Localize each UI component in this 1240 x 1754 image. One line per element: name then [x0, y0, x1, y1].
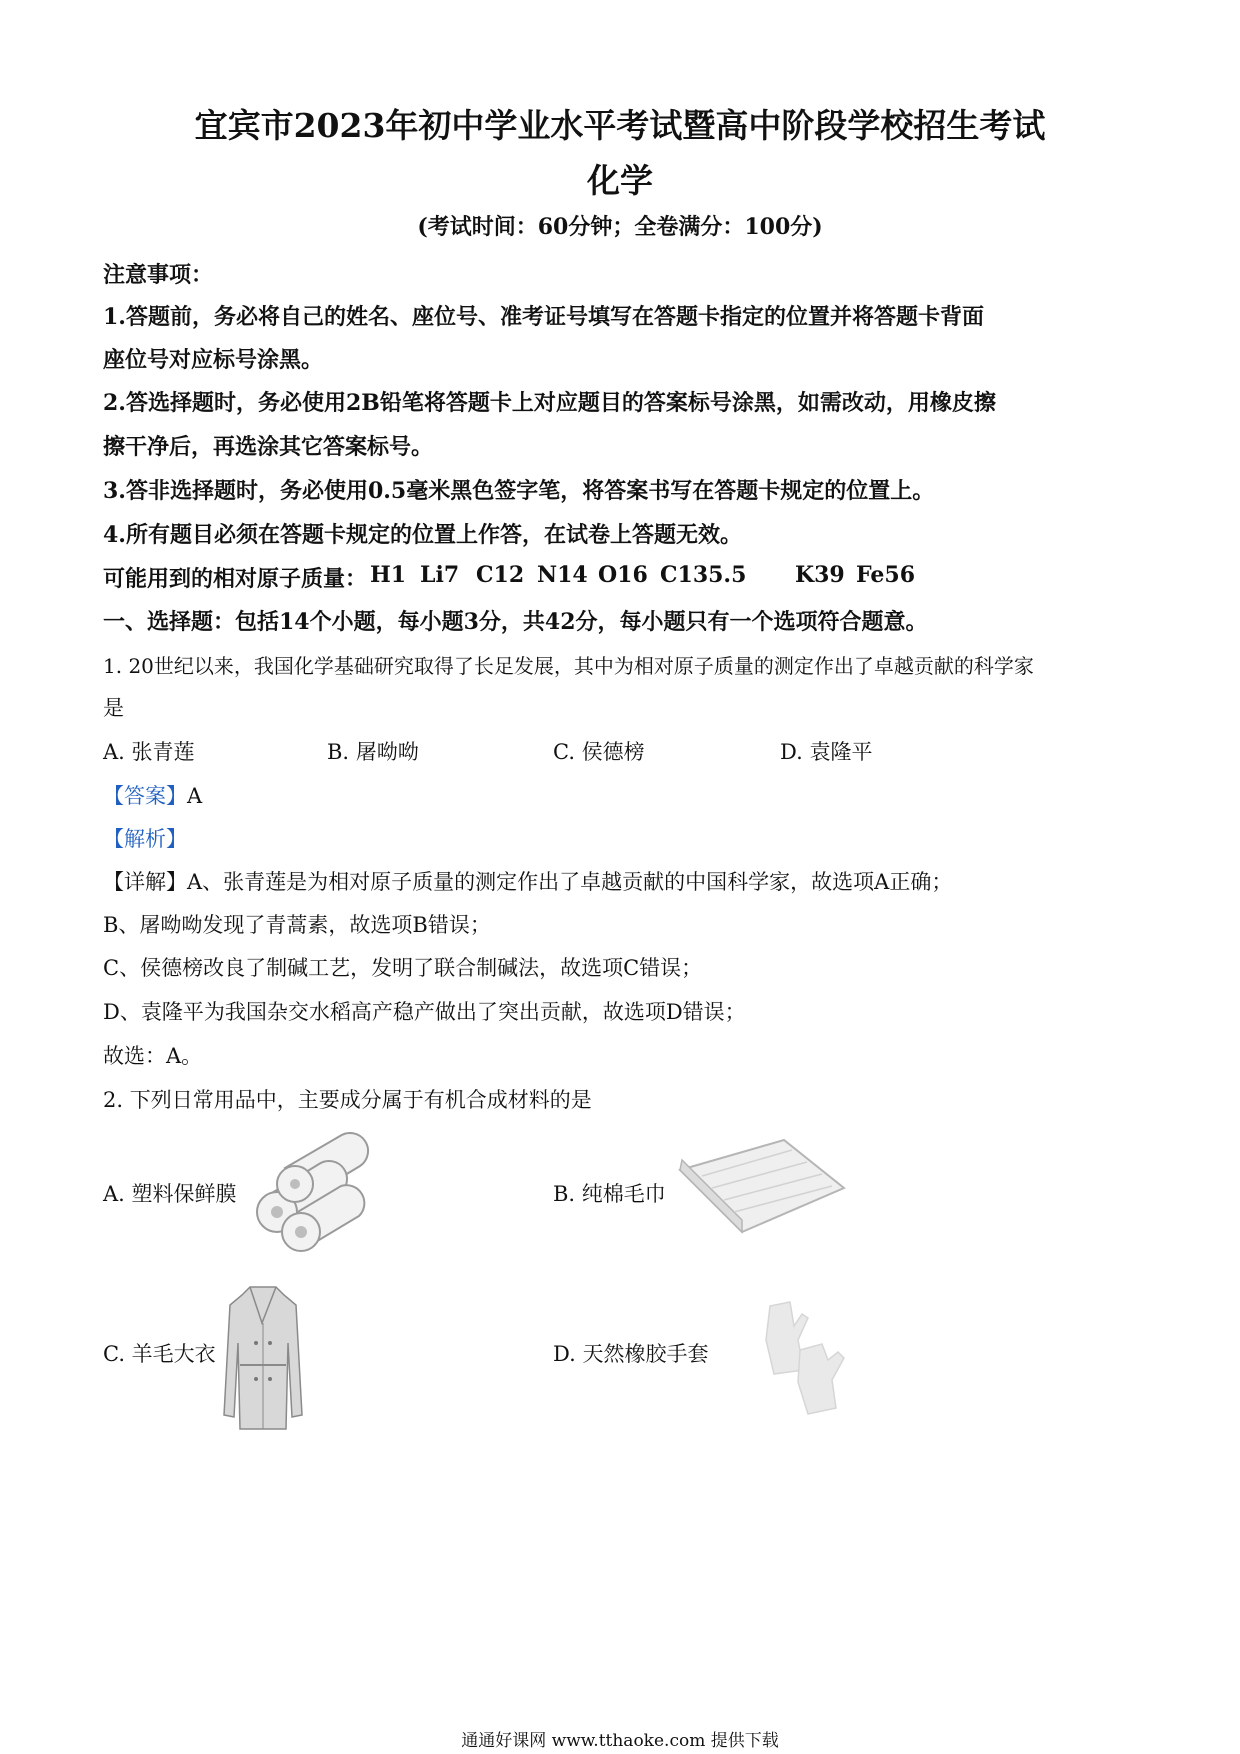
atomic-mass: K39: [795, 562, 845, 588]
detail-line: 故选：A。: [103, 1044, 203, 1068]
detail-tag: 【详解】: [103, 870, 187, 894]
question-stem: 1. 20世纪以来，我国化学基础研究取得了长足发展，其中为相对原子质量的测定作出了卓越贡献的科学家: [103, 654, 1034, 678]
exam-info: (考试时间：60分钟；全卷满分：100分): [417, 214, 823, 240]
atomic-mass: C135.5: [660, 562, 747, 588]
detail-line: D、袁隆平为我国杂交水稻高产稳产做出了突出贡献，故选项D错误；: [103, 1000, 746, 1024]
notes-item: 3.答非选择题时，务必使用0.5毫米黑色签字笔，将答案书写在答题卡规定的位置上。: [103, 478, 935, 504]
subject-title: 化学: [587, 161, 653, 200]
notes-item: 座位号对应标号涂黑。: [103, 347, 324, 373]
rubber-gloves-image: [752, 1300, 847, 1418]
atomic-mass-label: 可能用到的相对原子质量：: [103, 566, 368, 592]
atomic-mass: N14: [537, 562, 588, 588]
section-heading: 一、选择题：包括14个小题，每小题3分，共42分，每小题只有一个选项符合题意。: [103, 609, 928, 635]
option-c: C. 侯德榜: [553, 740, 645, 764]
notes-item: 1.答题前，务必将自己的姓名、座位号、准考证号填写在答题卡指定的位置并将答题卡背面: [103, 304, 984, 330]
cotton-towel-image: [672, 1136, 850, 1236]
detail-line: B、屠呦呦发现了青蒿素，故选项B错误；: [103, 913, 491, 937]
option-c: C. 羊毛大衣: [103, 1342, 216, 1366]
question-stem: 是: [103, 696, 124, 720]
atomic-mass: Li7: [420, 562, 460, 588]
option-d: D. 袁隆平: [780, 740, 873, 764]
detail-line: C、侯德榜改良了制碱工艺，发明了联合制碱法，故选项C错误；: [103, 956, 703, 980]
analysis-tag: 【解析】: [103, 827, 187, 851]
footer-text: 通通好课网 www.tthaoke.com 提供下载: [461, 1731, 779, 1751]
question-stem: 2. 下列日常用品中，主要成分属于有机合成材料的是: [103, 1088, 592, 1112]
answer-tag: 【答案】: [103, 784, 187, 808]
notes-heading: 注意事项：: [103, 262, 214, 288]
answer-value: A: [187, 784, 203, 808]
atomic-mass: C12: [476, 562, 525, 588]
option-d: D. 天然橡胶手套: [553, 1342, 709, 1366]
wool-coat-image: [222, 1283, 304, 1433]
atomic-mass: H1: [370, 562, 407, 588]
option-b: B. 屠呦呦: [327, 740, 419, 764]
option-a: A. 张青莲: [103, 740, 195, 764]
plastic-wrap-image: [245, 1128, 370, 1253]
detail-line: A、张青莲是为相对原子质量的测定作出了卓越贡献的中国科学家，故选项A正确；: [187, 870, 953, 894]
option-a: A. 塑料保鲜膜: [103, 1182, 237, 1206]
notes-item: 4.所有题目必须在答题卡规定的位置上作答，在试卷上答题无效。: [103, 522, 742, 548]
exam-title: 宜宾市2023年初中学业水平考试暨高中阶段学校招生考试: [194, 106, 1046, 145]
atomic-mass: Fe56: [856, 562, 916, 588]
atomic-mass: O16: [598, 562, 648, 588]
notes-item: 2.答选择题时，务必使用2B铅笔将答题卡上对应题目的答案标号涂黑，如需改动，用橡皮擦: [103, 390, 996, 416]
notes-item: 擦干净后，再选涂其它答案标号。: [103, 434, 434, 460]
option-b: B. 纯棉毛巾: [553, 1182, 666, 1206]
